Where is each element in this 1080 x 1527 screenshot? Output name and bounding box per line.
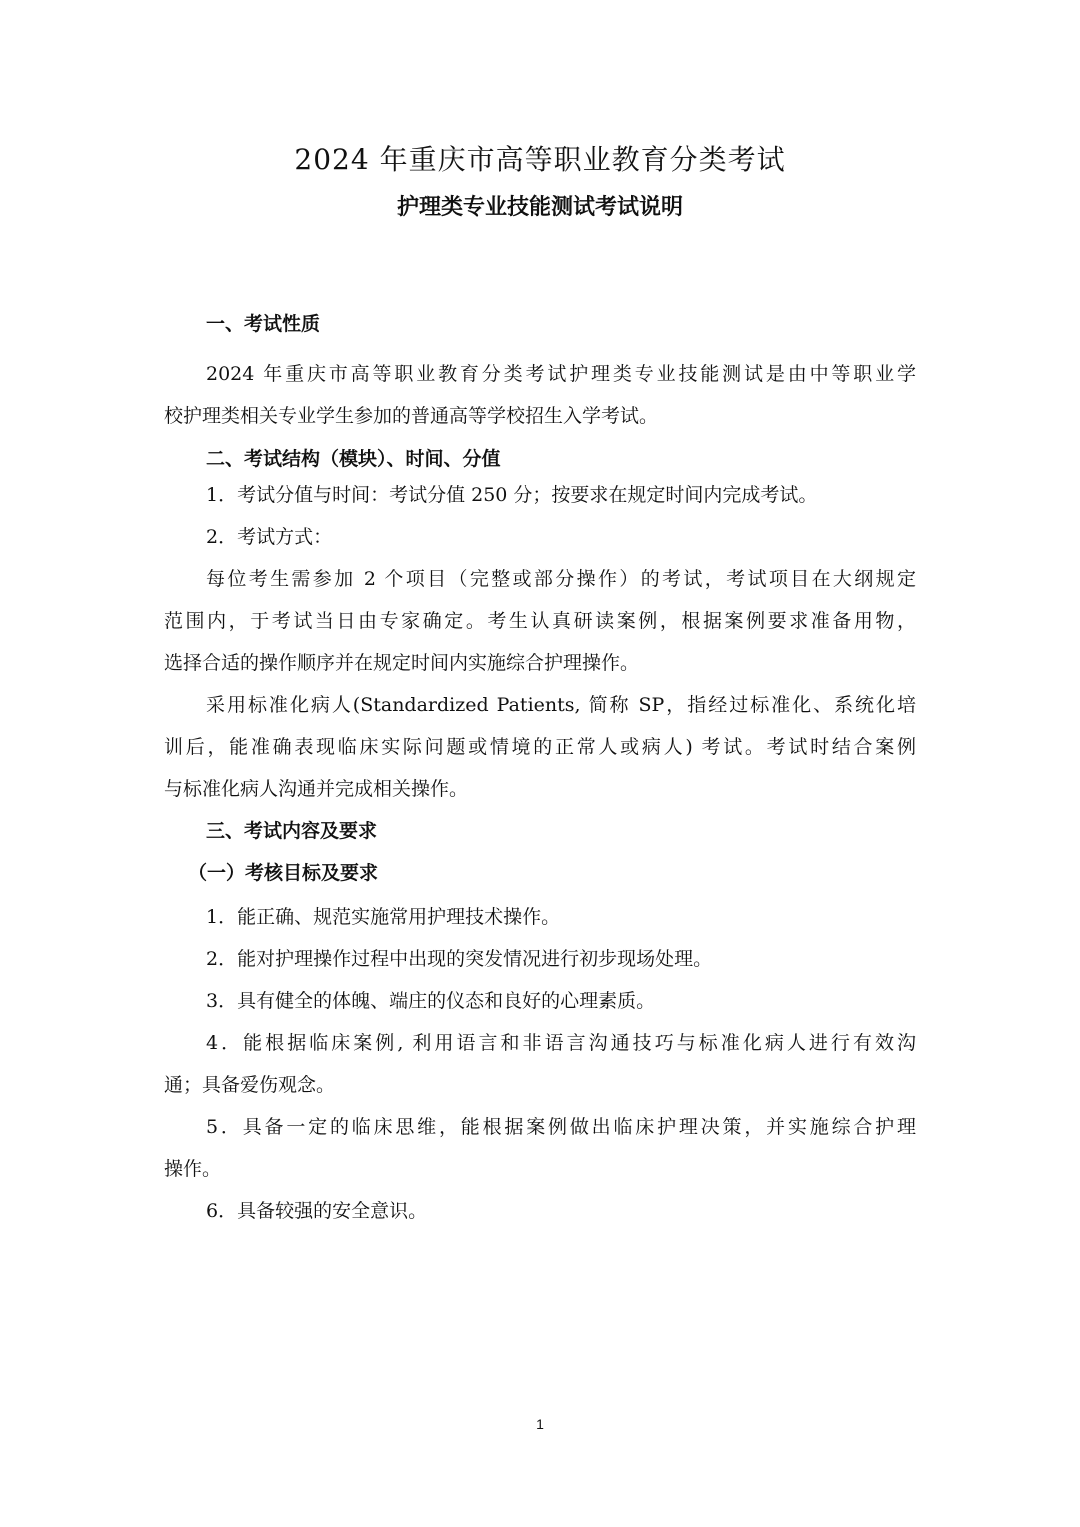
list-item: 4．能根据临床案例, 利用语言和非语言沟通技巧与标准化病人进行有效沟 [206, 1032, 916, 1054]
paragraph-line: 范围内，于考试当日由专家确定。考生认真研读案例，根据案例要求准备用物， [164, 610, 916, 632]
list-item: 6．具备较强的安全意识。 [206, 1200, 428, 1222]
list-item: 1．考试分值与时间：考试分值 250 分；按要求在规定时间内完成考试。 [206, 484, 818, 506]
section-heading-exam-structure: 二、考试结构（模块）、时间、分值 [206, 448, 501, 470]
paragraph-line: 与标准化病人沟通并完成相关操作。 [164, 778, 469, 800]
list-item: 2．考试方式： [206, 526, 333, 548]
list-item: 1．能正确、规范实施常用护理技术操作。 [206, 906, 561, 928]
paragraph-line: 每位考生需参加 2 个项目（完整或部分操作）的考试，考试项目在大纲规定 [206, 568, 916, 590]
list-item: 5．具备一定的临床思维，能根据案例做出临床护理决策，并实施综合护理 [206, 1116, 916, 1138]
document-subtitle: 护理类专业技能测试考试说明 [396, 195, 683, 220]
list-item: 3．具有健全的体魄、端庄的仪态和良好的心理素质。 [206, 990, 656, 1012]
paragraph-line: 采用标准化病人(Standardized Patients, 简称 SP，指经过标准化、系统化培 [206, 694, 916, 716]
list-item-continuation: 通；具备爱伤观念。 [164, 1074, 336, 1096]
paragraph-line: 校护理类相关专业学生参加的普通高等学校招生入学考试。 [164, 405, 659, 427]
section-heading-exam-content: 三、考试内容及要求 [206, 820, 378, 842]
paragraph-line: 2024 年重庆市高等职业教育分类考试护理类专业技能测试是由中等职业学 [206, 363, 916, 385]
section-heading-exam-nature: 一、考试性质 [206, 313, 321, 335]
list-item: 2．能对护理操作过程中出现的突发情况进行初步现场处理。 [206, 948, 713, 970]
document-title: 2024 年重庆市高等职业教育分类考试 [294, 143, 786, 176]
page-number: 1 [536, 1416, 544, 1432]
list-item-continuation: 操作。 [164, 1158, 222, 1180]
paragraph-line: 选择合适的操作顺序并在规定时间内实施综合护理操作。 [164, 652, 640, 674]
paragraph-line: 训后，能准确表现临床实际问题或情境的正常人或病人) 考试。考试时结合案例 [164, 736, 916, 758]
subsection-heading-objectives: （一）考核目标及要求 [188, 862, 379, 884]
